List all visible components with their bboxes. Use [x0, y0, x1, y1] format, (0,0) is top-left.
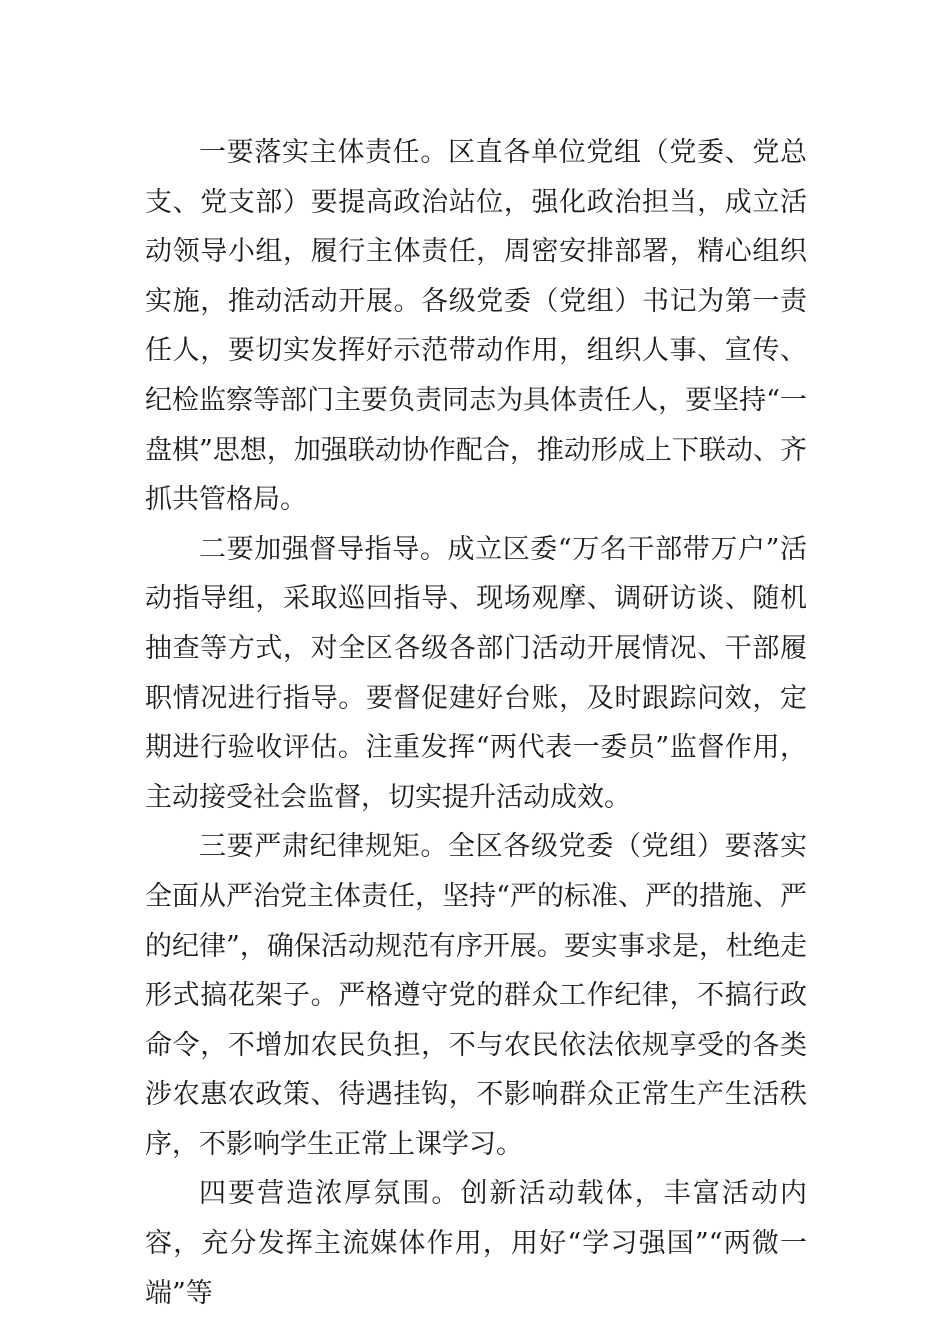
document-body	[145, 128, 807, 1318]
paragraph-create-atmosphere: 四要营造浓厚氛围。创新活动载体，丰富活动内容，充分发挥主流媒体作用，用好“学习强国”“两微一端”等	[145, 1178, 807, 1309]
paragraph-supervision-guidance: 二要加强督导指导。成立区委“万名干部带万户”活动指导组，采取巡回指导、现场观摩、调研访谈、随机抽查等方式，对全区各级各部门活动开展情况、干部履职情况进行指导。要督促建好台账，及时跟踪问效，定期进行验收评估。注重发挥“两代表一委员”监督作用，主动接受社会监督，切实提升活动成效。	[145, 533, 807, 813]
paragraph-implement-responsibility: 一要落实主体责任。区直各单位党组（党委、党总支、党支部）要提高政治站位，强化政治担当，成立活动领导小组，履行主体责任，周密安排部署，精心组织实施，推动活动开展。各级党委（党组）书记为第一责任人，要切实发挥好示范带动作用，组织人事、宣传、纪检监察等部门主要负责同志为具体责任人，要坚持“一盘棋”思想，加强联动协作配合，推动形成上下联动、齐抓共管格局。	[145, 137, 807, 516]
paragraph-discipline-rules: 三要严肃纪律规矩。全区各级党委（党组）要落实全面从严治党主体责任，坚持“严的标准、严的措施、严的纪律”，确保活动规范有序开展。要实事求是，杜绝走形式搞花架子。严格遵守党的群众工作纪律，不搞行政命令，不增加农民负担，不与农民依法依规享受的各类涉农惠农政策、待遇挂钩，不影响群众正常生产生活秩序，不影响学生正常上课学习。	[145, 831, 807, 1160]
